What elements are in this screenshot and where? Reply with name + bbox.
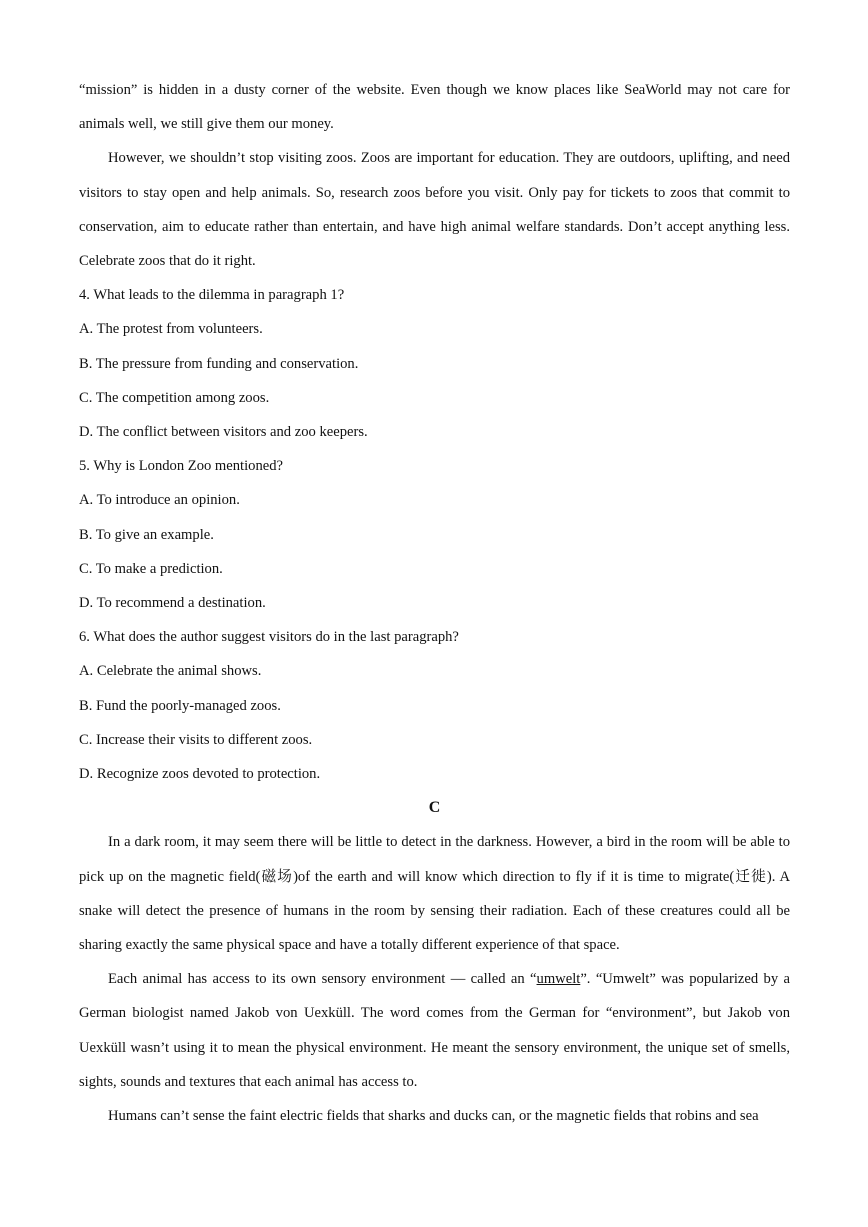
option-a: A. Celebrate the animal shows.: [79, 663, 262, 680]
umwelt-term: umwelt: [536, 971, 581, 988]
umwelt-definition-text: ”. “Umwelt” was popularized by a German biologist named Jakob von Uexküll. The word comes from the German for “environment”, but Jakob von Uexküll wasn’t using it to mean the physical environment. He meant the sensory environment, the unique set of smells, sights, sounds and textures that each animal has access to.: [79, 971, 790, 1090]
option-d: D. Recognize zoos devoted to protection.: [79, 766, 321, 783]
option-c: C. Increase their visits to different zoos.: [79, 731, 313, 748]
option-a: A. To introduce an opinion.: [79, 492, 240, 509]
question-stem: 4. What leads to the dilemma in paragraph 1?: [79, 287, 345, 304]
paragraph-mission-end: “mission” is hidden in a dusty corner of the website. Even though we know places like SeaWorld may not care for animals well, we still give them our money.: [79, 82, 790, 133]
question-stem: 5. Why is London Zoo mentioned?: [79, 458, 284, 475]
option-d: D. To recommend a destination.: [79, 595, 266, 612]
page-content: [79, 73, 790, 1133]
umwelt-intro-text: Each animal has access to its own sensory environment — called an “: [108, 971, 537, 988]
question-stem: 6. What does the author suggest visitors do in the last paragraph?: [79, 629, 459, 646]
section-heading-c: C: [428, 799, 441, 817]
option-c: C. The competition among zoos.: [79, 389, 270, 406]
question-4: [79, 278, 790, 449]
option-b: B. The pressure from funding and conservation.: [79, 355, 359, 372]
paragraph-human-senses: Humans can’t sense the faint electric fields that sharks and ducks can, or the magnetic fields that robins and sea: [108, 1108, 759, 1125]
question-6: [79, 620, 790, 791]
option-d: D. The conflict between visitors and zoo keepers.: [79, 424, 368, 441]
question-5: [79, 449, 790, 620]
paragraph-conclusion: However, we shouldn’t stop visiting zoos. Zoos are important for education. They are outdoors, uplifting, and need visitors to stay open and help animals. So, research zoos before you visit. Only pay for tickets to zoos that commit to conservation, aim to educate rather than entertain, and have high animal welfare standards. Don’t accept anything less. Celebrate zoos that do it right.: [79, 150, 790, 270]
option-b: B. Fund the poorly-managed zoos.: [79, 697, 281, 714]
option-b: B. To give an example.: [79, 526, 214, 543]
paragraph-umwelt: [79, 962, 790, 1099]
option-a: A. The protest from volunteers.: [79, 321, 263, 338]
option-c: C. To make a prediction.: [79, 560, 223, 577]
paragraph-dark-room: In a dark room, it may seem there will be little to detect in the darkness. However, a bird in the room will be able to pick up on the magnetic field(磁场)of the earth and will know which direction to fly if it is time to migrate(迁徙). A snake will detect the presence of humans in the room by sensing their radiation. Each of these creatures could all be sharing exactly the same physical space and have a totally different experience of that space.: [79, 834, 790, 954]
